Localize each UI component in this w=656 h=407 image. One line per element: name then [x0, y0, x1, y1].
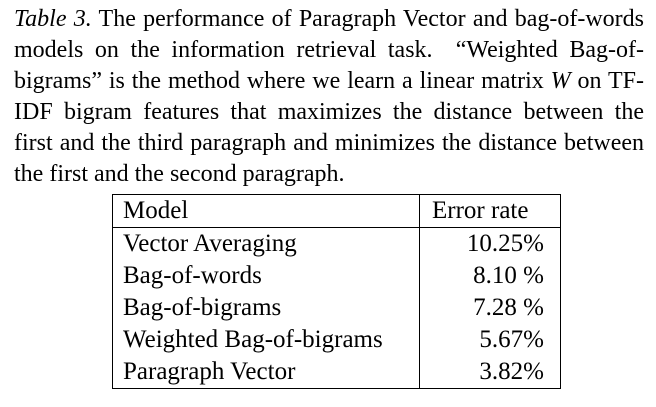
caption-text-part1: The performance of Paragraph Vector and bag-of-words models on the information retrieval task. “Weighted Bag-of-bigrams” is the method where we learn a linear matrix — [14, 6, 645, 94]
table-row — [113, 228, 561, 261]
table-row — [113, 292, 561, 324]
table-row — [113, 324, 561, 356]
error-rate-cell: 7.28 % — [473, 294, 544, 321]
column-header-model: Model — [113, 195, 420, 228]
error-rate-cell: 5.67% — [479, 326, 544, 353]
model-cell: Bag-of-words — [113, 260, 420, 292]
caption-text-part2: on TF-IDF bigram features that maximizes the distance between the first and the third paragraph and minimizes the distance between the first and the second paragraph. — [14, 68, 644, 187]
error-rate-cell: 10.25% — [466, 230, 544, 257]
table-row — [113, 260, 561, 292]
results-table — [112, 194, 561, 389]
model-cell: Vector Averaging — [113, 228, 420, 261]
table-caption — [14, 4, 644, 190]
header-row — [113, 195, 561, 228]
table-label: Table 3. — [14, 6, 92, 32]
model-cell: Bag-of-bigrams — [113, 292, 420, 324]
table-row — [113, 356, 561, 389]
model-cell: Paragraph Vector — [113, 356, 420, 389]
error-rate-cell-best: 3.82% — [479, 358, 544, 385]
model-cell: Weighted Bag-of-bigrams — [113, 324, 420, 356]
error-rate-cell: 8.10 % — [473, 262, 544, 289]
column-header-error-rate: Error rate — [420, 195, 561, 228]
caption-variable: W — [550, 68, 571, 94]
